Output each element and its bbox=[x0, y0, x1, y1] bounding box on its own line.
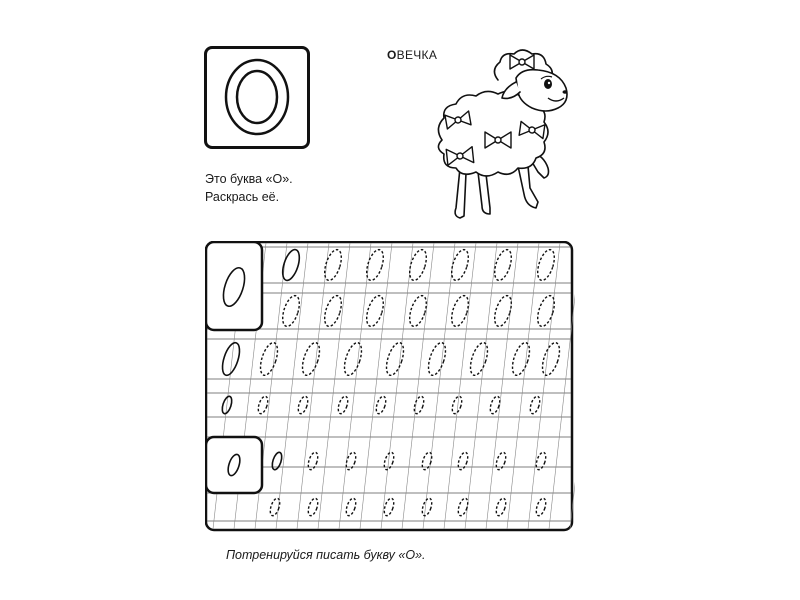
instruction-text: Потренируйся писать букву «О». bbox=[226, 548, 426, 562]
letter-o-outline[interactable] bbox=[207, 49, 307, 146]
sheep-leg-back-left bbox=[518, 166, 538, 208]
sample-box-upper bbox=[206, 242, 262, 330]
sheep-leg-front-right bbox=[478, 172, 490, 214]
caption-line-1: Это буква «О». bbox=[205, 172, 293, 186]
sheep-nose bbox=[563, 90, 568, 94]
practice-area bbox=[205, 241, 575, 533]
letter-caption bbox=[205, 170, 293, 206]
sheep-leg-front-left bbox=[455, 168, 466, 218]
sample-box-lower bbox=[206, 437, 262, 493]
word-first-letter: О bbox=[387, 48, 397, 62]
word-rest: ВЕЧКА bbox=[396, 48, 438, 62]
sheep-illustration[interactable] bbox=[420, 48, 580, 228]
sheep-eye bbox=[544, 79, 552, 89]
caption-line-2: Раскрась её. bbox=[205, 190, 280, 204]
letter-box bbox=[204, 46, 310, 149]
